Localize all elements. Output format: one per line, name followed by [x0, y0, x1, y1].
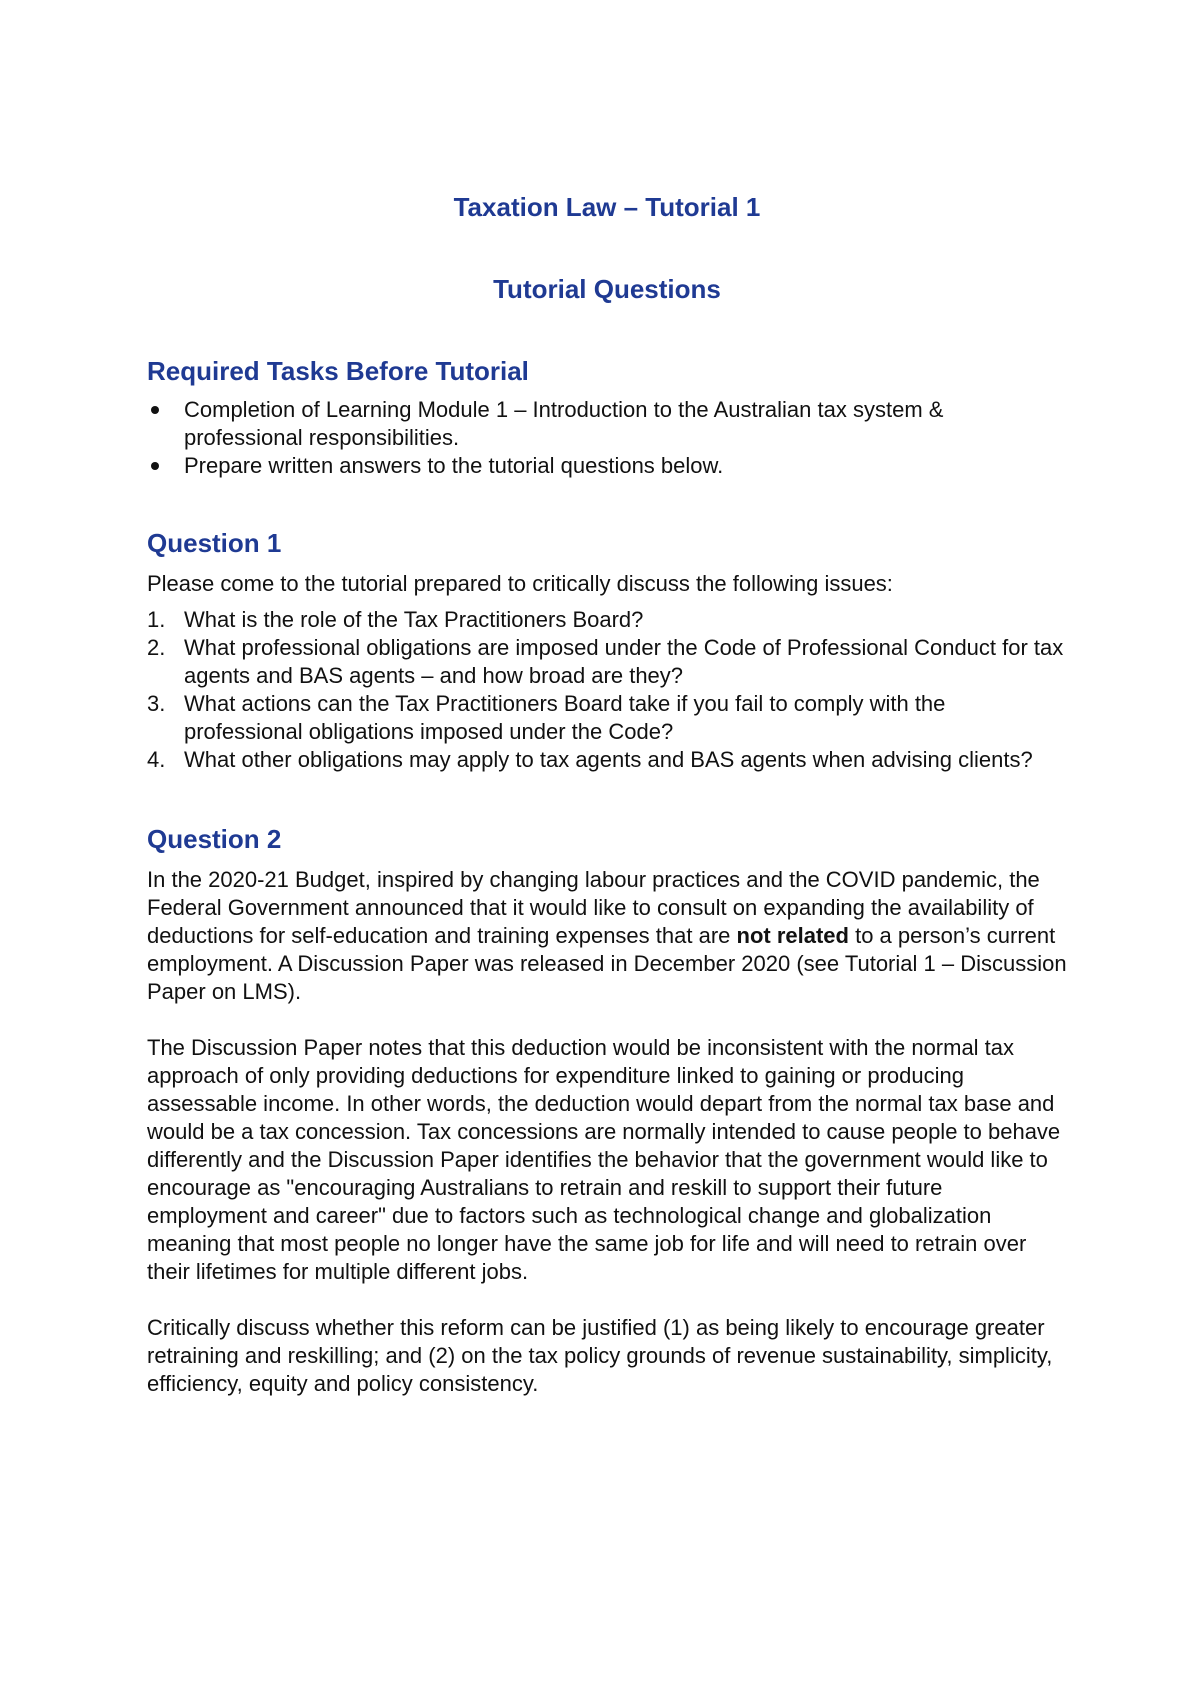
list-item [147, 452, 1067, 480]
list-item-text: Prepare written answers to the tutorial questions below. [184, 453, 724, 478]
document-title: Taxation Law – Tutorial 1 [453, 192, 761, 222]
list-item-text: What other obligations may apply to tax agents and BAS agents when advising clients? [184, 747, 1033, 772]
bullet-icon [151, 406, 159, 414]
bullet-icon [151, 462, 159, 470]
question-2-paragraph-3: Critically discuss whether this reform can be justified (1) as being likely to encourage greater retraining and reskilling; and (2) on the tax policy grounds of revenue sustainability, simplicity, efficiency, equity and policy consistency. [147, 1315, 1053, 1396]
list-item-text: What is the role of the Tax Practitioners Board? [184, 607, 644, 632]
list-item [147, 746, 1067, 774]
document-content [147, 190, 1067, 1398]
paragraph-text: In the 2020-21 Budget, inspired by changing labour practices and the COVID pandemic, the Federal Government announced that it would like to consult on expanding the availability of deductions for self-education and training expenses that are [147, 867, 1040, 948]
list-item [147, 606, 1067, 634]
question-2-heading: Question 2 [147, 824, 282, 854]
question-1-list [147, 606, 1067, 774]
list-item-number: 3. [147, 691, 166, 716]
list-item [147, 396, 1067, 452]
list-item-number: 1. [147, 607, 166, 632]
required-tasks-heading: Required Tasks Before Tutorial [147, 356, 529, 386]
required-tasks-list [147, 396, 1067, 480]
list-item-text: What actions can the Tax Practitioners Board take if you fail to comply with the professional obligations imposed under the Code? [184, 691, 946, 744]
emphasis-text: not related [736, 923, 849, 948]
list-item-text: What professional obligations are imposed under the Code of Professional Conduct for tax agents and BAS agents – and how broad are they? [184, 635, 1064, 688]
question-2-paragraph-1 [147, 866, 1067, 1006]
list-item-number: 2. [147, 635, 166, 660]
list-item [147, 690, 1067, 746]
question-2-paragraph-2: The Discussion Paper notes that this deduction would be inconsistent with the normal tax approach of only providing deductions for expenditure linked to gaining or producing assessable income. In other words, the deduction would depart from the normal tax base and would be a tax concession. Tax concessions are normally intended to cause people to behave differently and the Discussion Paper identifies the behavior that the government would like to encourage as "encouraging Australians to retrain and reskill to support their future employment and career" due to factors such as technological change and globalization meaning that most people no longer have the same job for life and will need to retrain over their lifetimes for multiple different jobs. [147, 1035, 1061, 1284]
document-subtitle: Tutorial Questions [493, 274, 721, 304]
list-item-text: Completion of Learning Module 1 – Introduction to the Australian tax system & professional responsibilities. [184, 397, 944, 450]
question-1-intro: Please come to the tutorial prepared to critically discuss the following issues: [147, 571, 893, 596]
list-item [147, 634, 1067, 690]
question-1-heading: Question 1 [147, 528, 282, 558]
list-item-number: 4. [147, 747, 166, 772]
paragraph-text: to a person’s current employment. A Discussion Paper was released in December 2020 (see Tutorial 1 – Discussion Paper on LMS). [147, 923, 1067, 1004]
